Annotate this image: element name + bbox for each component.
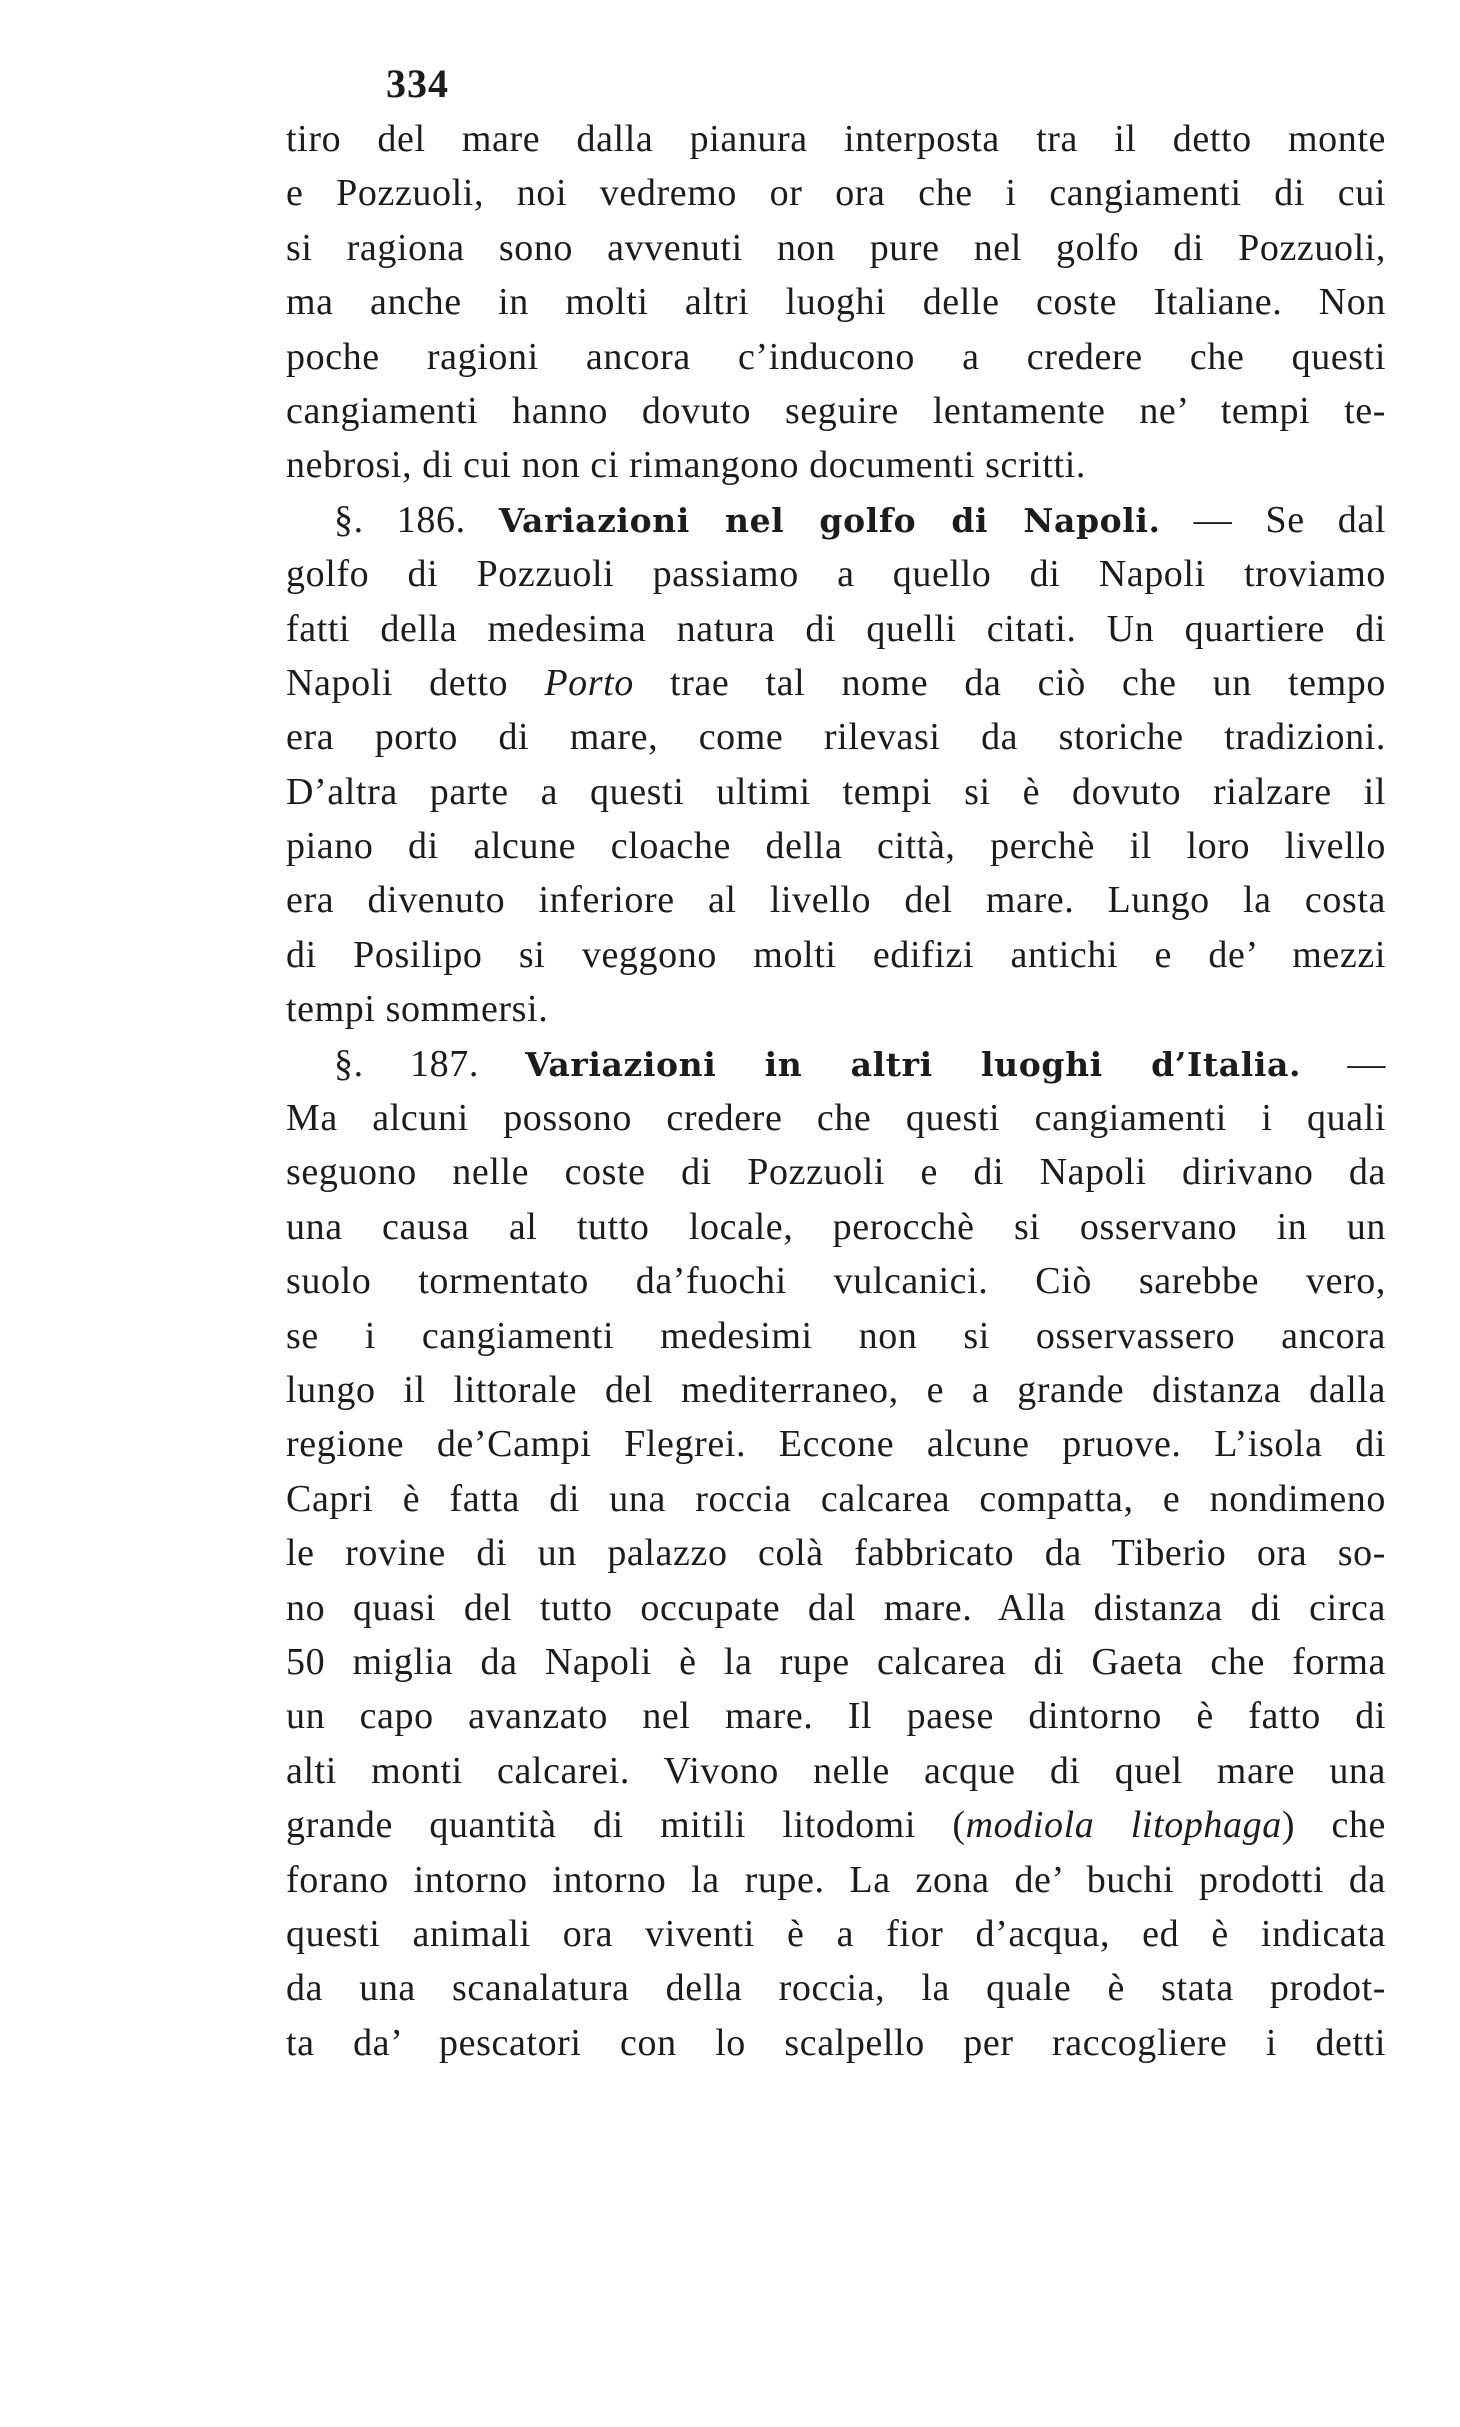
heading-continuation: — xyxy=(1347,1042,1387,1085)
text-line-with-italic xyxy=(286,1798,1386,1852)
text-line: un capo avanzato nel mare. Il paese dintorno è fatto di xyxy=(286,1695,1386,1738)
text-line-with-italic xyxy=(286,656,1386,710)
text-span: ) che xyxy=(1281,1804,1387,1847)
text-line: no quasi del tutto occupate dal mare. Alla distanza di circa xyxy=(286,1586,1386,1629)
text-span: grande quantità di mitili litodomi ( xyxy=(286,1804,966,1847)
text-span: Napoli detto xyxy=(286,661,509,704)
text-line: fatti della medesima natura di quelli citati. Un quartiere di xyxy=(286,607,1386,650)
text-line: 50 miglia da Napoli è la rupe calcarea di Gaeta che forma xyxy=(286,1640,1386,1683)
text-span: trae tal nome da ciò che un tempo xyxy=(670,661,1387,704)
text-line: se i cangiamenti medesimi non si osservassero ancora xyxy=(286,1314,1386,1357)
text-line: questi animali ora viventi è a fior d’acqua, ed è indicata xyxy=(286,1912,1386,1955)
text-line: seguono nelle coste di Pozzuoli e di Napoli dirivano da xyxy=(286,1151,1386,1194)
text-line: ma anche in molti altri luoghi delle coste Italiane. Non xyxy=(286,281,1386,324)
section-number: §. 186. xyxy=(334,498,466,541)
text-line: le rovine di un palazzo colà fabbricato da Tiberio ora so- xyxy=(286,1532,1386,1575)
section-186-heading-line xyxy=(286,493,1386,547)
text-line: tempi sommersi. xyxy=(286,988,549,1031)
text-line: D’altra parte a questi ultimi tempi si è dovuto rialzare il xyxy=(286,770,1386,813)
italic-term: modiola litophaga xyxy=(965,1804,1282,1847)
text-line: nebrosi, di cui non ci rimangono documenti scritti. xyxy=(286,444,1086,487)
text-line: e Pozzuoli, noi vedremo or ora che i cangiamenti di cui xyxy=(286,172,1386,215)
text-line: tiro del mare dalla pianura interposta tra il detto monte xyxy=(286,118,1386,160)
text-line: una causa al tutto locale, perocchè si osservano in un xyxy=(286,1205,1386,1248)
text-line: Capri è fatta di una roccia calcarea compatta, e nondimeno xyxy=(286,1477,1386,1520)
italic-term: Porto xyxy=(544,661,634,704)
text-line: piano di alcune cloache della città, perchè il loro livello xyxy=(286,825,1386,868)
text-line: cangiamenti hanno dovuto seguire lentamente ne’ tempi te- xyxy=(286,389,1386,432)
text-line: alti monti calcarei. Vivono nelle acque di quel mare una xyxy=(286,1749,1386,1792)
text-line: forano intorno intorno la rupe. La zona de’ buchi prodotti da xyxy=(286,1858,1386,1901)
text-line: era divenuto inferiore al livello del mare. Lungo la costa xyxy=(286,879,1386,922)
section-heading: Variazioni in altri luoghi d’Italia. xyxy=(525,1044,1302,1084)
text-line: regione de’Campi Flegrei. Eccone alcune pruove. L’isola di xyxy=(286,1423,1386,1466)
text-line: ta da’ pescatori con lo scalpello per raccogliere i detti xyxy=(286,2021,1386,2064)
text-line: si ragiona sono avvenuti non pure nel golfo di Pozzuoli, xyxy=(286,226,1386,269)
text-line: era porto di mare, come rilevasi da storiche tradizioni. xyxy=(286,716,1386,759)
text-line: golfo di Pozzuoli passiamo a quello di Napoli troviamo xyxy=(286,553,1386,596)
section-187-heading-line xyxy=(286,1037,1386,1091)
heading-continuation: — Se dal xyxy=(1193,498,1386,541)
text-line: suolo tormentato da’fuochi vulcanici. Ciò sarebbe vero, xyxy=(286,1260,1386,1303)
text-line: Ma alcuni possono credere che questi cangiamenti i quali xyxy=(286,1097,1386,1140)
book-page xyxy=(286,60,1386,2070)
text-line: da una scanalatura della roccia, la quale è stata prodot- xyxy=(286,1967,1386,2010)
section-heading: Variazioni nel golfo di Napoli. xyxy=(498,500,1161,540)
text-line: lungo il littorale del mediterraneo, e a grande distanza dalla xyxy=(286,1368,1386,1411)
text-line: di Posilipo si veggono molti edifizi antichi e de’ mezzi xyxy=(286,933,1386,976)
section-number: §. 187. xyxy=(334,1042,479,1085)
text-line: poche ragioni ancora c’inducono a credere che questi xyxy=(286,335,1386,378)
page-number: 334 xyxy=(386,61,449,106)
